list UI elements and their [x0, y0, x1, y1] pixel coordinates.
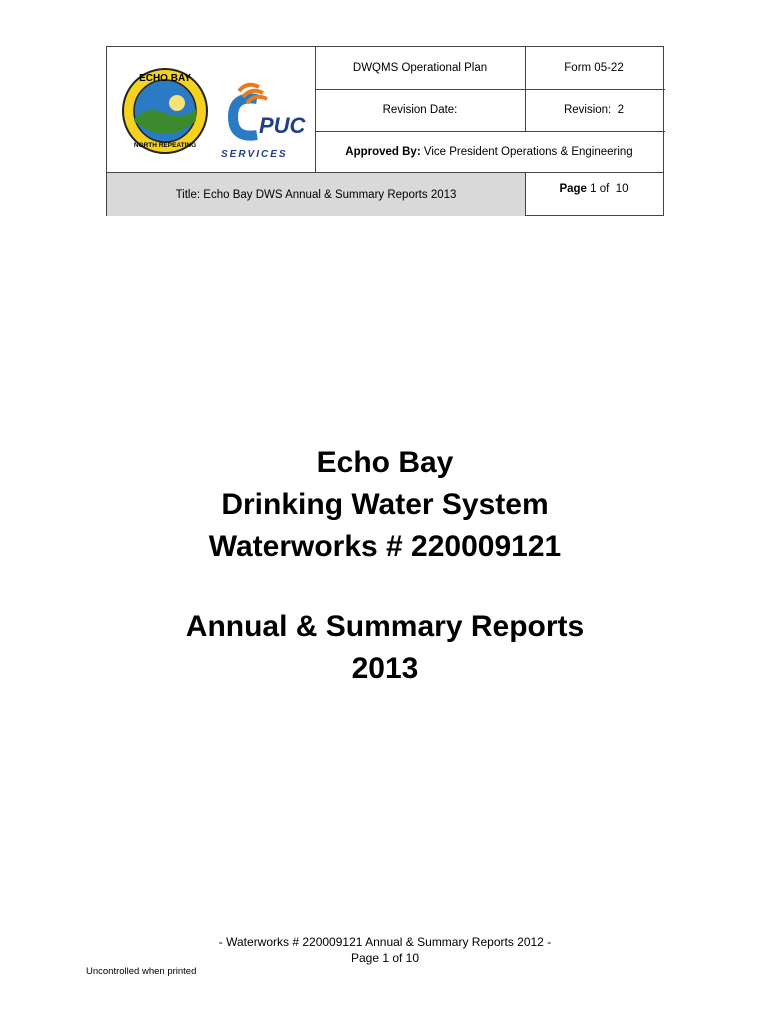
- main-title-line5: 2013: [351, 652, 419, 685]
- puc-services-logo: [107, 47, 315, 173]
- revision-label: Revision:: [563, 104, 612, 116]
- logo-area: [107, 47, 315, 173]
- header-table: [106, 46, 664, 216]
- title-value: Echo Bay DWS Annual & Summary Reports 2013: [203, 188, 457, 201]
- approved-value: Vice President Operations & Engineering: [423, 146, 633, 158]
- footer-line1: - Waterworks # 220009121 Annual & Summary Reports 2012 -: [218, 935, 552, 949]
- page-of: of: [599, 183, 610, 195]
- document-title: [107, 173, 525, 216]
- main-title-line3: Waterworks # 220009121: [208, 530, 562, 563]
- revision-field: [525, 89, 663, 131]
- approved-by: [315, 131, 663, 173]
- page-total: 10: [615, 183, 629, 195]
- svg-text:SERVICES: SERVICES: [221, 149, 288, 160]
- approved-label: Approved By:: [345, 146, 421, 158]
- page-number: [525, 173, 663, 216]
- plan-name: DWQMS Operational Plan: [352, 62, 488, 74]
- main-title-line1: Echo Bay: [316, 446, 454, 479]
- revision-date-label: Revision Date:: [382, 104, 458, 116]
- title-label: Title:: [175, 188, 201, 201]
- svg-text:ECHO BAY: ECHO BAY: [139, 73, 191, 84]
- form-number: Form 05-22: [564, 62, 624, 74]
- page-num: 1: [590, 183, 597, 195]
- uncontrolled-note: Uncontrolled when printed: [86, 966, 197, 977]
- svg-text:NORTH REPEATING: NORTH REPEATING: [133, 142, 197, 149]
- revision-value: 2: [617, 104, 625, 116]
- main-title-line2: Drinking Water System: [221, 488, 549, 521]
- svg-text:PUC: PUC: [259, 113, 306, 138]
- footer-page: Page 1 of 10: [350, 951, 420, 965]
- page-label: Page: [559, 183, 587, 195]
- main-title-line4: Annual & Summary Reports: [185, 610, 585, 643]
